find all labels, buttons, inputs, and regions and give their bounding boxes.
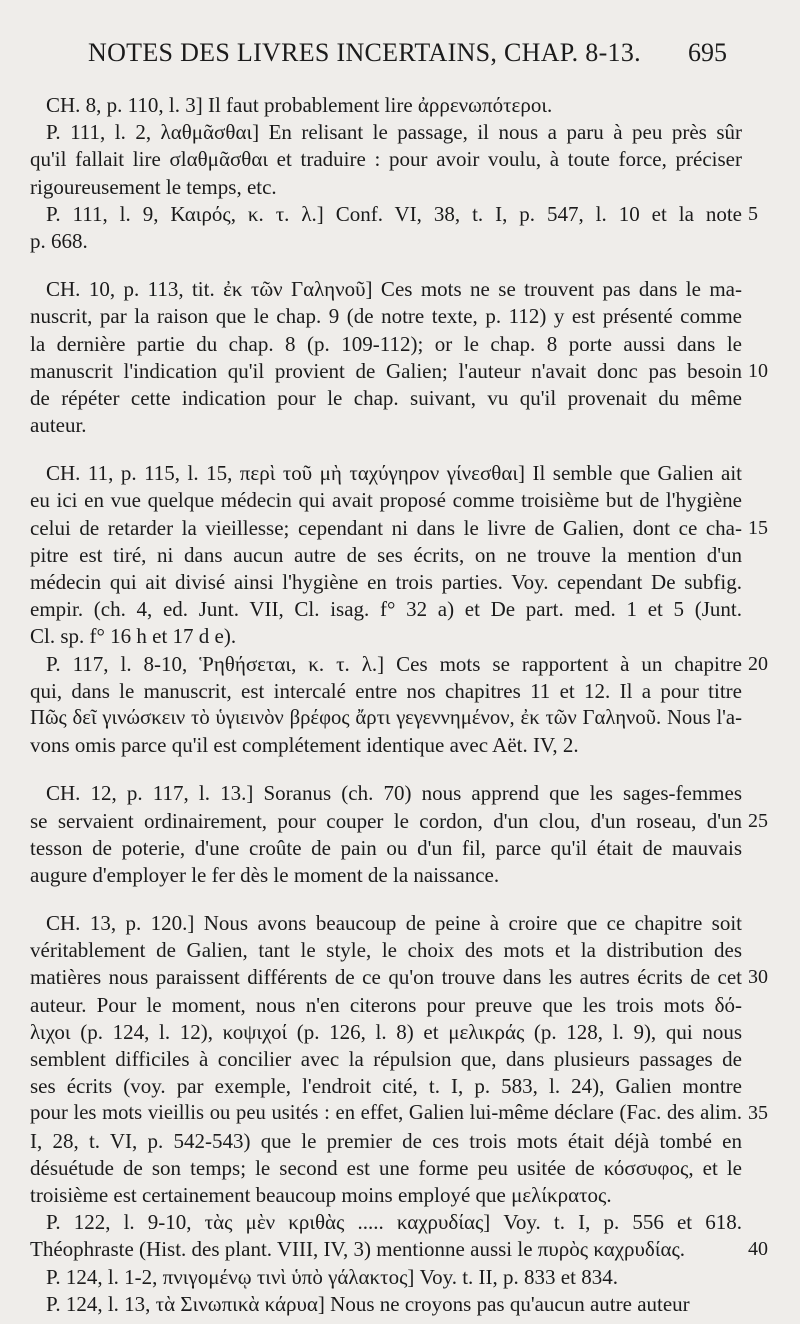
line-text: qu'il fallait lire σlαθμᾶσθαι et traduire : pour avoir voulu, à toute force, préciser (30, 147, 742, 172)
line-text: CH. 11, p. 115, l. 15, περὶ τοῦ μὴ ταχύγηρον γίνεσθαι] Il semble que Galien ait (46, 461, 742, 486)
text-line (0, 1209, 800, 1236)
line-text: p. 668. (30, 228, 88, 253)
paragraph-gap (0, 255, 800, 276)
text-line (0, 358, 800, 385)
line-text: semblent difficiles à concilier avec la répulsion que, dans plusieurs passages de (30, 1047, 742, 1071)
text-line (0, 201, 800, 228)
text-line (0, 678, 800, 705)
line-text: P. 111, l. 2, λαθμᾶσθαι] En relisant le passage, il nous a paru à peu près sûr (46, 120, 742, 145)
line-text: CH. 10, p. 113, tit. ἐκ τῶν Γαληνοῦ] Ces mots ne se trouvent pas dans le ma- (46, 277, 742, 302)
page-header (0, 38, 800, 72)
line-text: celui de retarder la vieillesse; cependant ni dans le livre de Galien, dont ce cha- (30, 515, 742, 540)
line-text: désuétude de son temps; le second est une forme peu usitée de κόσσυφος, et le (30, 1155, 742, 1180)
text-line (0, 385, 800, 412)
line-text: vons omis parce qu'il est complétement identique avec Aët. IV, 2. (30, 733, 579, 758)
note-paragraph (0, 119, 800, 201)
text-line (0, 780, 800, 807)
line-number: 30 (748, 966, 768, 989)
text-line (0, 835, 800, 862)
line-text: I, 28, t. VI, p. 542-543) que le premier de ces trois mots était déjà tombé en (30, 1128, 742, 1153)
line-text: pitre est tiré, ni dans aucun autre de ses écrits, on ne trouve la mention d'un (30, 542, 742, 567)
note-paragraph (0, 201, 800, 255)
text-line (0, 1155, 800, 1182)
text-line (0, 910, 800, 937)
line-text: de répéter cette indication pour le chap. suivant, vu qu'il provenait du même (30, 385, 742, 410)
line-text: tesson de poterie, d'une croûte de pain ou d'un fil, parce qu'il était de mauvais (30, 835, 742, 860)
line-text: Πῶς δεῖ γινώσκειν τὸ ὑγιεινὸν βρέφος ἄρτι γεγεννημένον, ἐκ τῶν Γαληνοῦ. Nous l'a- (30, 706, 742, 729)
running-title: NOTES DES LIVRES INCERTAINS, CHAP. 8-13. (88, 38, 641, 67)
text-line (0, 937, 800, 964)
text-line (0, 228, 800, 255)
text-line (0, 1182, 800, 1209)
line-text: médecin qui ait divisé ainsi l'hygiène en trois parties. Voy. cependant De subfig. (30, 570, 742, 594)
text-line (0, 119, 800, 146)
text-line (0, 487, 800, 514)
line-text: P. 117, l. 8-10, Ῥηθήσεται, κ. τ. λ.] Ces mots se rapportent à un chapitre (46, 651, 742, 676)
text-line (0, 1046, 800, 1073)
text-line (0, 569, 800, 596)
line-text: auteur. Pour le moment, nous n'en citerons pour preuve que les trois mots δό- (30, 992, 742, 1017)
line-text: pour les mots vieillis ou peu usités : en effet, Galien lui-même déclare (Fac. des alim. (30, 1102, 742, 1125)
line-text: augure d'employer le fer dès le moment de la naissance. (30, 862, 500, 887)
line-number: 5 (748, 202, 758, 225)
line-text: véritablement de Galien, tant le style, le choix des mots et la distribution des (30, 938, 742, 963)
line-text: matières nous paraissent différents de ce qu'on trouve dans les autres écrits de cet (30, 965, 742, 990)
note-paragraph (0, 780, 800, 889)
line-number: 10 (748, 359, 768, 382)
line-text: CH. 12, p. 117, l. 13.] Soranus (ch. 70) nous apprend que les sages-femmes (46, 781, 742, 806)
text-line (0, 1264, 800, 1291)
text-line (0, 460, 800, 487)
line-text: CH. 8, p. 110, l. 3] Il faut probablement lire ἀρρενωπότεροι. (46, 93, 553, 117)
line-text: manuscrit l'indication qu'il provient de Galien; l'auteur n'avait donc pas besoin (30, 358, 742, 383)
line-text: P. 122, l. 9-10, τὰς μὲν κριθὰς ..... καχρυδίας] Voy. t. I, p. 556 et 618. (46, 1210, 742, 1235)
text-line (0, 732, 800, 759)
line-text: Cl. sp. f° 16 h et 17 d e). (30, 624, 237, 649)
page-number: 695 (688, 38, 727, 67)
line-number: 35 (748, 1102, 768, 1125)
line-number: 25 (748, 809, 768, 832)
note-paragraph (0, 1291, 800, 1318)
line-text: eu ici en vue quelque médecin qui avait proposé comme troisième but de l'hygiène (30, 488, 742, 513)
line-text: auteur. (30, 413, 87, 438)
text-line (0, 174, 800, 201)
note-paragraph (0, 651, 800, 760)
text-line (0, 92, 800, 119)
line-text: se servaient ordinairement, pour couper le cordon, d'un clou, d'un roseau, d'un (30, 808, 742, 833)
text-line (0, 1100, 800, 1127)
text-line (0, 1019, 800, 1046)
line-text: CH. 13, p. 120.] Nous avons beaucoup de peine à croire que ce chapitre soit (46, 911, 742, 936)
line-text: P. 111, l. 9, Καιρός, κ. τ. λ.] Conf. VI, 38, t. I, p. 547, l. 10 et la note (46, 201, 742, 226)
paragraph-gap (0, 759, 800, 780)
note-paragraph (0, 910, 800, 1209)
text-line (0, 705, 800, 732)
paragraph-gap (0, 439, 800, 460)
line-text: P. 124, l. 1-2, πνιγομένῳ τινὶ ὑπὸ γάλακτος] Voy. t. II, p. 833 et 834. (46, 1264, 618, 1289)
line-text: ses écrits (voy. par exemple, l'endroit cité, t. I, p. 583, l. 24), Galien montre (30, 1074, 742, 1099)
text-line (0, 862, 800, 889)
text-line (0, 808, 800, 835)
line-text: troisième est certainement beaucoup moins employé que μελίκρατος. (30, 1182, 612, 1207)
text-line (0, 1236, 800, 1263)
text-line (0, 964, 800, 991)
text-line (0, 596, 800, 623)
text-line (0, 542, 800, 569)
text-line (0, 303, 800, 330)
line-text: la dernière partie du chap. 8 (p. 109-112); or le chap. 8 porte aussi dans le (30, 331, 742, 356)
text-line (0, 331, 800, 358)
line-text: nuscrit, par la raison que le chap. 9 (de notre texte, p. 112) y est présenté comme (30, 304, 742, 329)
line-text: rigoureusement le temps, etc. (30, 174, 277, 199)
text-line (0, 146, 800, 173)
text-line (0, 412, 800, 439)
line-text: empir. (ch. 4, ed. Junt. VII, Cl. isag. f° 32 a) et De part. med. 1 et 5 (Junt. (30, 597, 742, 622)
line-text: λιχοι (p. 124, l. 12), κοψιχοί (p. 126, l. 8) et μελικράς (p. 128, l. 9), qui nous (30, 1019, 742, 1044)
text-line (0, 276, 800, 303)
text-line (0, 651, 800, 678)
line-text: qui, dans le manuscrit, est intercalé entre nos chapitres 11 et 12. Il a pour titre (30, 678, 742, 703)
page-body (0, 92, 800, 1318)
line-number: 20 (748, 652, 768, 675)
note-paragraph (0, 1209, 800, 1263)
paragraph-gap (0, 889, 800, 910)
line-number: 15 (748, 516, 768, 539)
text-line (0, 1073, 800, 1100)
line-text: P. 124, l. 13, τὰ Σινωπικὰ κάρυα] Nous ne croyons pas qu'aucun autre auteur (46, 1291, 690, 1316)
line-text: Théophraste (Hist. des plant. VIII, IV, 3) mentionne aussi le πυρὸς καχρυδίας. (30, 1237, 686, 1262)
text-line (0, 1128, 800, 1155)
line-number: 40 (748, 1238, 768, 1261)
text-line (0, 623, 800, 650)
note-paragraph (0, 92, 800, 119)
note-paragraph (0, 1264, 800, 1291)
note-paragraph (0, 460, 800, 650)
text-line (0, 1291, 800, 1318)
note-paragraph (0, 276, 800, 439)
text-line (0, 515, 800, 542)
text-line (0, 992, 800, 1019)
